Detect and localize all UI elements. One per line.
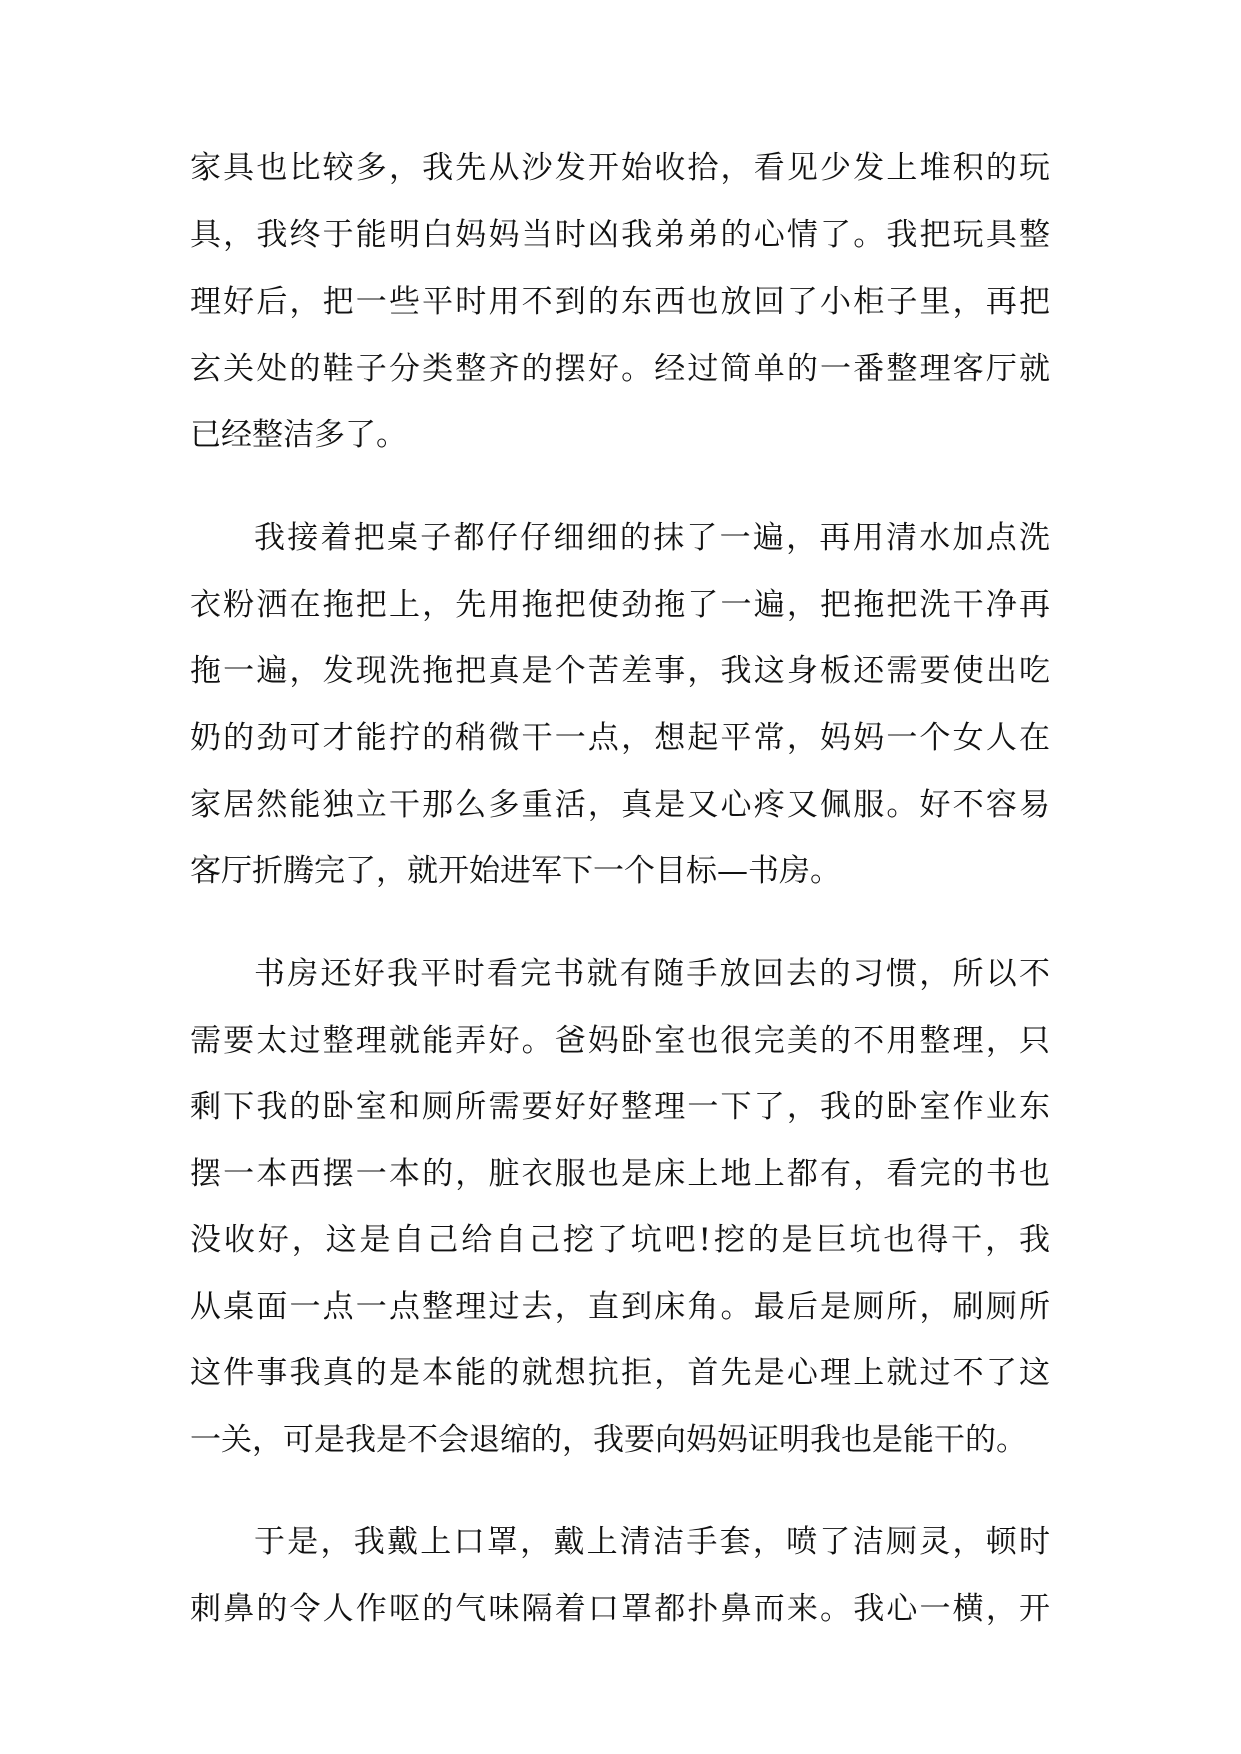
text-line: 没收好，这是自己给自己挖了坑吧!挖的是巨坑也得干，我 — [190, 1222, 1050, 1258]
text-line: 客厅折腾完了，就开始进军下一个目标—书房。 — [190, 853, 841, 889]
text-line: 家具也比较多，我先从沙发开始收拾，看见少发上堆积的玩 — [190, 150, 1050, 186]
text-line: 书房还好我平时看完书就有随手放回去的习惯，所以不 — [254, 956, 1050, 992]
text-line: 摆一本西摆一本的，脏衣服也是床上地上都有，看完的书也 — [190, 1156, 1050, 1192]
text-line: 刺鼻的令人作呕的气味隔着口罩都扑鼻而来。我心一横，开 — [190, 1591, 1050, 1627]
text-line: 一关，可是我是不会退缩的，我要向妈妈证明我也是能干的。 — [190, 1422, 1027, 1458]
text-line: 已经整洁多了。 — [190, 417, 407, 453]
text-line: 具，我终于能明白妈妈当时凶我弟弟的心情了。我把玩具整 — [190, 217, 1050, 253]
text-line: 衣粉洒在拖把上，先用拖把使劲拖了一遍，把拖把洗干净再 — [190, 587, 1050, 623]
text-line: 玄关处的鞋子分类整齐的摆好。经过简单的一番整理客厅就 — [190, 351, 1050, 387]
text-line: 拖一遍，发现洗拖把真是个苦差事，我这身板还需要使出吃 — [190, 653, 1050, 689]
text-line: 剩下我的卧室和厕所需要好好整理一下了，我的卧室作业东 — [190, 1089, 1050, 1125]
text-line: 需要太过整理就能弄好。爸妈卧室也很完美的不用整理，只 — [190, 1023, 1050, 1059]
text-line: 于是，我戴上口罩，戴上清洁手套，喷了洁厕灵，顿时 — [254, 1524, 1050, 1560]
text-line: 从桌面一点一点整理过去，直到床角。最后是厕所，刷厕所 — [190, 1289, 1050, 1325]
text-line: 奶的劲可才能拧的稍微干一点，想起平常，妈妈一个女人在 — [190, 720, 1050, 756]
text-line: 这件事我真的是本能的就想抗拒，首先是心理上就过不了这 — [190, 1355, 1050, 1391]
text-line: 理好后，把一些平时用不到的东西也放回了小柜子里，再把 — [190, 284, 1050, 320]
text-line: 我接着把桌子都仔仔细细的抹了一遍，再用清水加点洗 — [254, 520, 1050, 556]
text-line: 家居然能独立干那么多重活，真是又心疼又佩服。好不容易 — [190, 787, 1050, 823]
